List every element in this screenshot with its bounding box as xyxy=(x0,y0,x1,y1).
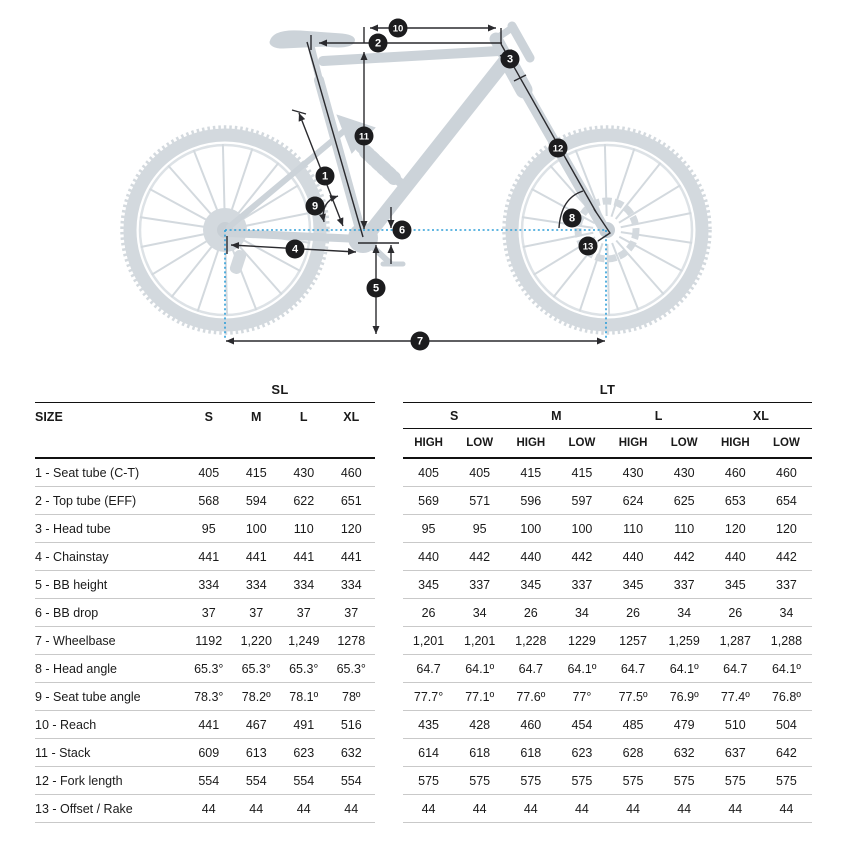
geo-value-cell: 77.1º xyxy=(465,689,495,704)
geo-value-cell: 467 xyxy=(245,717,267,732)
geo-value-cell: 442 xyxy=(776,549,797,564)
geo-value-cell: 78.2º xyxy=(241,689,271,704)
bike-geometry-diagram xyxy=(0,0,844,376)
table-row xyxy=(403,655,812,683)
table-row xyxy=(403,599,812,627)
geo-value-cell: 34 xyxy=(574,605,589,620)
geo-value-cell: 441 xyxy=(293,549,315,564)
geo-value-cell: 430 xyxy=(622,465,644,480)
geo-value-cell: 597 xyxy=(571,493,593,508)
callout-number-8: 8 xyxy=(568,212,576,225)
geo-value-cell: 334 xyxy=(198,577,220,592)
geo-value-cell: 569 xyxy=(418,493,439,508)
geo-value-cell: 510 xyxy=(724,717,746,732)
highlow-col-header: LOW xyxy=(568,437,596,449)
wheel-spoke xyxy=(194,150,220,217)
geo-value-cell: 575 xyxy=(571,773,593,788)
callout-number-4: 4 xyxy=(291,243,299,256)
callout-number-12: 12 xyxy=(552,143,564,155)
geo-value-cell: 430 xyxy=(293,465,315,480)
callout-number-5: 5 xyxy=(372,282,380,295)
highlow-col-header: HIGH xyxy=(414,437,443,449)
geo-value-cell: 571 xyxy=(469,493,491,508)
highlow-col-header: HIGH xyxy=(618,437,648,449)
geo-value-cell: 1,288 xyxy=(770,633,803,648)
geo-value-cell: 64.7 xyxy=(518,661,543,676)
table-row xyxy=(35,655,375,683)
geo-value-cell: 1278 xyxy=(337,633,366,648)
row-label: 11 - Stack xyxy=(35,745,91,760)
geo-value-cell: 44 xyxy=(574,801,589,816)
geo-value-cell: 618 xyxy=(520,745,542,760)
table-row xyxy=(403,739,812,767)
callout-number-13: 13 xyxy=(582,241,594,253)
geo-value-cell: 44 xyxy=(779,801,794,816)
geo-value-cell: 575 xyxy=(418,773,439,788)
geo-value-cell: 442 xyxy=(571,549,593,564)
geo-value-cell: 345 xyxy=(520,577,542,592)
geo-value-cell: 554 xyxy=(293,773,315,788)
geo-value-cell: 337 xyxy=(673,577,695,592)
geo-value-cell: 596 xyxy=(520,493,542,508)
geo-value-cell: 435 xyxy=(418,717,439,732)
geo-value-cell: 1,287 xyxy=(719,633,751,648)
row-label: 13 - Offset / Rake xyxy=(35,801,133,816)
geo-value-cell: 76.9º xyxy=(669,689,699,704)
callout-number-10: 10 xyxy=(392,23,404,35)
row-label: 3 - Head tube xyxy=(35,521,111,536)
callout-number-9: 9 xyxy=(311,200,319,213)
row-label: 10 - Reach xyxy=(35,717,97,732)
geo-value-cell: 624 xyxy=(622,493,644,508)
table-row xyxy=(35,515,375,543)
geo-value-cell: 632 xyxy=(673,745,695,760)
wheel-spoke xyxy=(198,243,221,311)
lt-table xyxy=(403,382,812,823)
geo-value-cell: 78º xyxy=(342,689,361,704)
geo-value-cell: 26 xyxy=(523,605,538,620)
geo-value-cell: 34 xyxy=(472,605,487,620)
geo-value-cell: 64.1º xyxy=(669,661,699,676)
geo-value-cell: 609 xyxy=(198,745,220,760)
geo-value-cell: 34 xyxy=(677,605,692,620)
geo-value-cell: 442 xyxy=(673,549,695,564)
table-row xyxy=(35,795,375,823)
callout-number-11: 11 xyxy=(358,131,370,143)
lt-size-header-row xyxy=(403,403,812,429)
geo-value-cell: 441 xyxy=(198,549,220,564)
geo-value-cell: 345 xyxy=(724,577,746,592)
geo-value-cell: 460 xyxy=(520,717,542,732)
geo-value-cell: 44 xyxy=(626,801,641,816)
table-row xyxy=(403,487,812,515)
lt-group-header xyxy=(403,382,812,402)
geo-value-cell: 575 xyxy=(622,773,644,788)
table-row xyxy=(403,711,812,739)
geo-value-cell: 491 xyxy=(293,717,315,732)
geo-value-cell: 77° xyxy=(572,689,592,704)
geo-value-cell: 1192 xyxy=(195,633,223,648)
size-col-header: XL xyxy=(752,408,769,423)
table-row xyxy=(35,711,375,739)
sl-group-label: SL xyxy=(271,382,289,397)
geo-value-cell: 95 xyxy=(421,521,436,536)
geo-value-cell: 415 xyxy=(571,465,593,480)
geo-value-cell: 442 xyxy=(469,549,491,564)
callout-number-6: 6 xyxy=(398,224,406,237)
table-row xyxy=(35,571,375,599)
geo-value-cell: 64.1º xyxy=(465,661,495,676)
geo-value-cell: 78.1º xyxy=(289,689,319,704)
size-col-header: L xyxy=(299,410,308,424)
geo-value-cell: 337 xyxy=(469,577,491,592)
geo-value-cell: 345 xyxy=(418,577,439,592)
geo-value-cell: 65.3° xyxy=(194,661,224,676)
geo-value-cell: 568 xyxy=(198,493,220,508)
geo-value-cell: 26 xyxy=(626,605,641,620)
geo-value-cell: 454 xyxy=(571,717,593,732)
table-row xyxy=(403,683,812,711)
geo-value-cell: 64.1º xyxy=(567,661,597,676)
row-label: 8 - Head angle xyxy=(35,661,118,676)
axle-reference-dotted-lines xyxy=(225,230,606,338)
row-label: 5 - BB height xyxy=(35,577,108,592)
table-row xyxy=(403,767,812,795)
geo-value-cell: 614 xyxy=(418,745,439,760)
geo-value-cell: 44 xyxy=(677,801,692,816)
table-row xyxy=(403,627,812,655)
geo-value-cell: 440 xyxy=(622,549,644,564)
callout-number-2: 2 xyxy=(374,37,382,50)
geo-value-cell: 575 xyxy=(776,773,797,788)
geo-value-cell: 65.3° xyxy=(336,661,366,676)
geo-value-cell: 430 xyxy=(673,465,695,480)
geo-value-cell: 334 xyxy=(245,577,267,592)
table-row xyxy=(403,543,812,571)
size-col-header: S xyxy=(449,408,459,423)
lt-table-body xyxy=(403,459,812,823)
geo-value-cell: 77.7° xyxy=(413,689,444,704)
wheel-spoke xyxy=(223,144,225,216)
wheel-spoke xyxy=(605,144,607,216)
geo-value-cell: 34 xyxy=(779,605,794,620)
wheel-spoke xyxy=(611,148,634,216)
geo-value-cell: 405 xyxy=(198,465,220,480)
geo-value-cell: 405 xyxy=(418,465,439,480)
sl-table-body xyxy=(35,459,375,823)
size-col-header: M xyxy=(251,410,262,424)
geo-value-cell: 76.8º xyxy=(771,689,801,704)
geo-value-cell: 77.6º xyxy=(516,689,546,704)
geo-value-cell: 441 xyxy=(245,549,267,564)
row-label: 9 - Seat tube angle xyxy=(35,689,141,704)
geo-value-cell: 334 xyxy=(293,577,315,592)
geo-value-cell: 120 xyxy=(340,521,362,536)
callout-number-3: 3 xyxy=(506,53,514,66)
geo-value-cell: 623 xyxy=(293,745,315,760)
geo-value-cell: 44 xyxy=(421,801,436,816)
geo-value-cell: 44 xyxy=(296,801,311,816)
size-col-header: L xyxy=(654,408,663,423)
geo-value-cell: 95 xyxy=(201,521,216,536)
geo-value-cell: 44 xyxy=(249,801,264,816)
geo-value-cell: 628 xyxy=(622,745,644,760)
wheel-spoke xyxy=(140,217,211,228)
geo-value-cell: 44 xyxy=(201,801,216,816)
row-label: 4 - Chainstay xyxy=(35,549,109,564)
geo-value-cell: 653 xyxy=(724,493,746,508)
geo-value-cell: 460 xyxy=(776,465,797,480)
lt-group-label: LT xyxy=(599,382,616,397)
geo-value-cell: 77.4º xyxy=(720,689,750,704)
geo-value-cell: 26 xyxy=(421,605,436,620)
size-col-header: S xyxy=(204,410,213,424)
geo-value-cell: 554 xyxy=(245,773,267,788)
geo-value-cell: 44 xyxy=(344,801,359,816)
geo-value-cell: 37 xyxy=(296,605,311,620)
geo-value-cell: 485 xyxy=(622,717,644,732)
callout-number-7: 7 xyxy=(416,335,424,348)
geo-value-cell: 575 xyxy=(724,773,746,788)
geo-value-cell: 428 xyxy=(469,717,491,732)
geo-value-cell: 26 xyxy=(728,605,743,620)
geo-value-cell: 415 xyxy=(245,465,267,480)
geo-value-cell: 77.5º xyxy=(618,689,648,704)
geo-value-cell: 64.7 xyxy=(416,661,441,676)
geo-value-cell: 575 xyxy=(673,773,695,788)
highlow-col-header: HIGH xyxy=(516,437,546,449)
geo-value-cell: 575 xyxy=(520,773,542,788)
geo-value-cell: 622 xyxy=(293,493,315,508)
table-row xyxy=(403,571,812,599)
geo-value-cell: 65.3° xyxy=(241,661,271,676)
geo-value-cell: 64.7 xyxy=(620,661,646,676)
highlow-col-header: LOW xyxy=(466,437,494,449)
sl-size-header-row xyxy=(35,403,375,457)
row-label: 7 - Wheelbase xyxy=(35,633,116,648)
size-col-header: M xyxy=(551,408,562,423)
geometry-tables xyxy=(0,376,844,823)
callout-number-1: 1 xyxy=(321,170,329,183)
geo-value-cell: 594 xyxy=(245,493,267,508)
geo-value-cell: 120 xyxy=(776,521,797,536)
geo-value-cell: 637 xyxy=(724,745,746,760)
geo-value-cell: 337 xyxy=(776,577,797,592)
geo-value-cell: 110 xyxy=(293,521,314,536)
geo-value-cell: 415 xyxy=(520,465,542,480)
geo-value-cell: 625 xyxy=(673,493,695,508)
geo-value-cell: 120 xyxy=(724,521,746,536)
geo-value-cell: 405 xyxy=(469,465,491,480)
geo-value-cell: 460 xyxy=(724,465,746,480)
geo-value-cell: 100 xyxy=(520,521,542,536)
highlow-col-header: LOW xyxy=(670,437,698,449)
sl-table xyxy=(35,382,375,823)
geo-value-cell: 37 xyxy=(201,605,216,620)
geo-value-cell: 440 xyxy=(724,549,746,564)
highlow-col-header: HIGH xyxy=(720,437,750,449)
geo-value-cell: 613 xyxy=(245,745,267,760)
geo-value-cell: 345 xyxy=(622,577,644,592)
sl-group-header xyxy=(35,382,375,402)
geo-value-cell: 1,228 xyxy=(515,633,547,648)
geo-value-cell: 554 xyxy=(340,773,362,788)
geo-value-cell: 441 xyxy=(198,717,220,732)
geo-value-cell: 100 xyxy=(245,521,267,536)
geo-value-cell: 110 xyxy=(623,521,644,536)
geo-value-cell: 479 xyxy=(673,717,695,732)
geo-value-cell: 78.3° xyxy=(194,689,224,704)
row-label: 2 - Top tube (EFF) xyxy=(35,493,137,508)
geo-value-cell: 440 xyxy=(418,549,439,564)
row-label: 6 - BB drop xyxy=(35,605,99,620)
geo-value-cell: 44 xyxy=(728,801,743,816)
geo-value-cell: 1,201 xyxy=(464,633,496,648)
geo-value-cell: 1229 xyxy=(568,633,596,648)
geo-value-cell: 334 xyxy=(340,577,362,592)
geo-value-cell: 504 xyxy=(776,717,797,732)
table-row xyxy=(35,599,375,627)
geo-value-cell: 64.1º xyxy=(771,661,801,676)
table-row xyxy=(403,795,812,823)
geo-value-cell: 642 xyxy=(776,745,797,760)
geo-value-cell: 632 xyxy=(340,745,362,760)
wheel-spoke xyxy=(607,244,609,316)
row-label: 1 - Seat tube (C-T) xyxy=(35,465,140,480)
geo-value-cell: 1,259 xyxy=(668,633,700,648)
geo-value-cell: 618 xyxy=(469,745,491,760)
highlow-col-header: LOW xyxy=(773,437,800,449)
size-col-header: XL xyxy=(343,410,360,424)
geo-value-cell: 110 xyxy=(674,521,695,536)
table-row xyxy=(35,487,375,515)
lt-highlow-header-row xyxy=(403,429,812,457)
geo-value-cell: 654 xyxy=(776,493,797,508)
geo-value-cell: 1,201 xyxy=(412,633,445,648)
geo-value-cell: 65.3° xyxy=(289,661,319,676)
size-header-label: SIZE xyxy=(35,410,63,424)
table-row xyxy=(35,543,375,571)
geo-value-cell: 37 xyxy=(249,605,264,620)
bike-silhouette-graphic xyxy=(122,23,710,333)
geo-value-cell: 100 xyxy=(571,521,593,536)
geo-value-cell: 44 xyxy=(523,801,538,816)
geo-value-cell: 623 xyxy=(571,745,593,760)
geo-value-cell: 1257 xyxy=(619,633,647,648)
geo-value-cell: 1,220 xyxy=(240,633,272,648)
geo-value-cell: 575 xyxy=(469,773,491,788)
geo-value-cell: 95 xyxy=(472,521,487,536)
geo-value-cell: 651 xyxy=(340,493,362,508)
geo-value-cell: 440 xyxy=(520,549,542,564)
row-label: 12 - Fork length xyxy=(35,773,123,788)
table-row xyxy=(35,739,375,767)
geo-value-cell: 337 xyxy=(571,577,593,592)
geo-value-cell: 554 xyxy=(198,773,220,788)
geo-value-cell: 516 xyxy=(340,717,362,732)
geo-value-cell: 44 xyxy=(472,801,487,816)
geo-value-cell: 64.7 xyxy=(723,661,748,676)
table-row xyxy=(35,683,375,711)
geo-value-cell: 37 xyxy=(344,605,359,620)
table-row xyxy=(403,515,812,543)
table-row xyxy=(403,459,812,487)
geometry-figure xyxy=(0,0,844,376)
geo-value-cell: 1,249 xyxy=(288,633,320,648)
table-row xyxy=(35,627,375,655)
geo-value-cell: 460 xyxy=(340,465,362,480)
geo-value-cell: 441 xyxy=(340,549,362,564)
table-row xyxy=(35,459,375,487)
table-row xyxy=(35,767,375,795)
